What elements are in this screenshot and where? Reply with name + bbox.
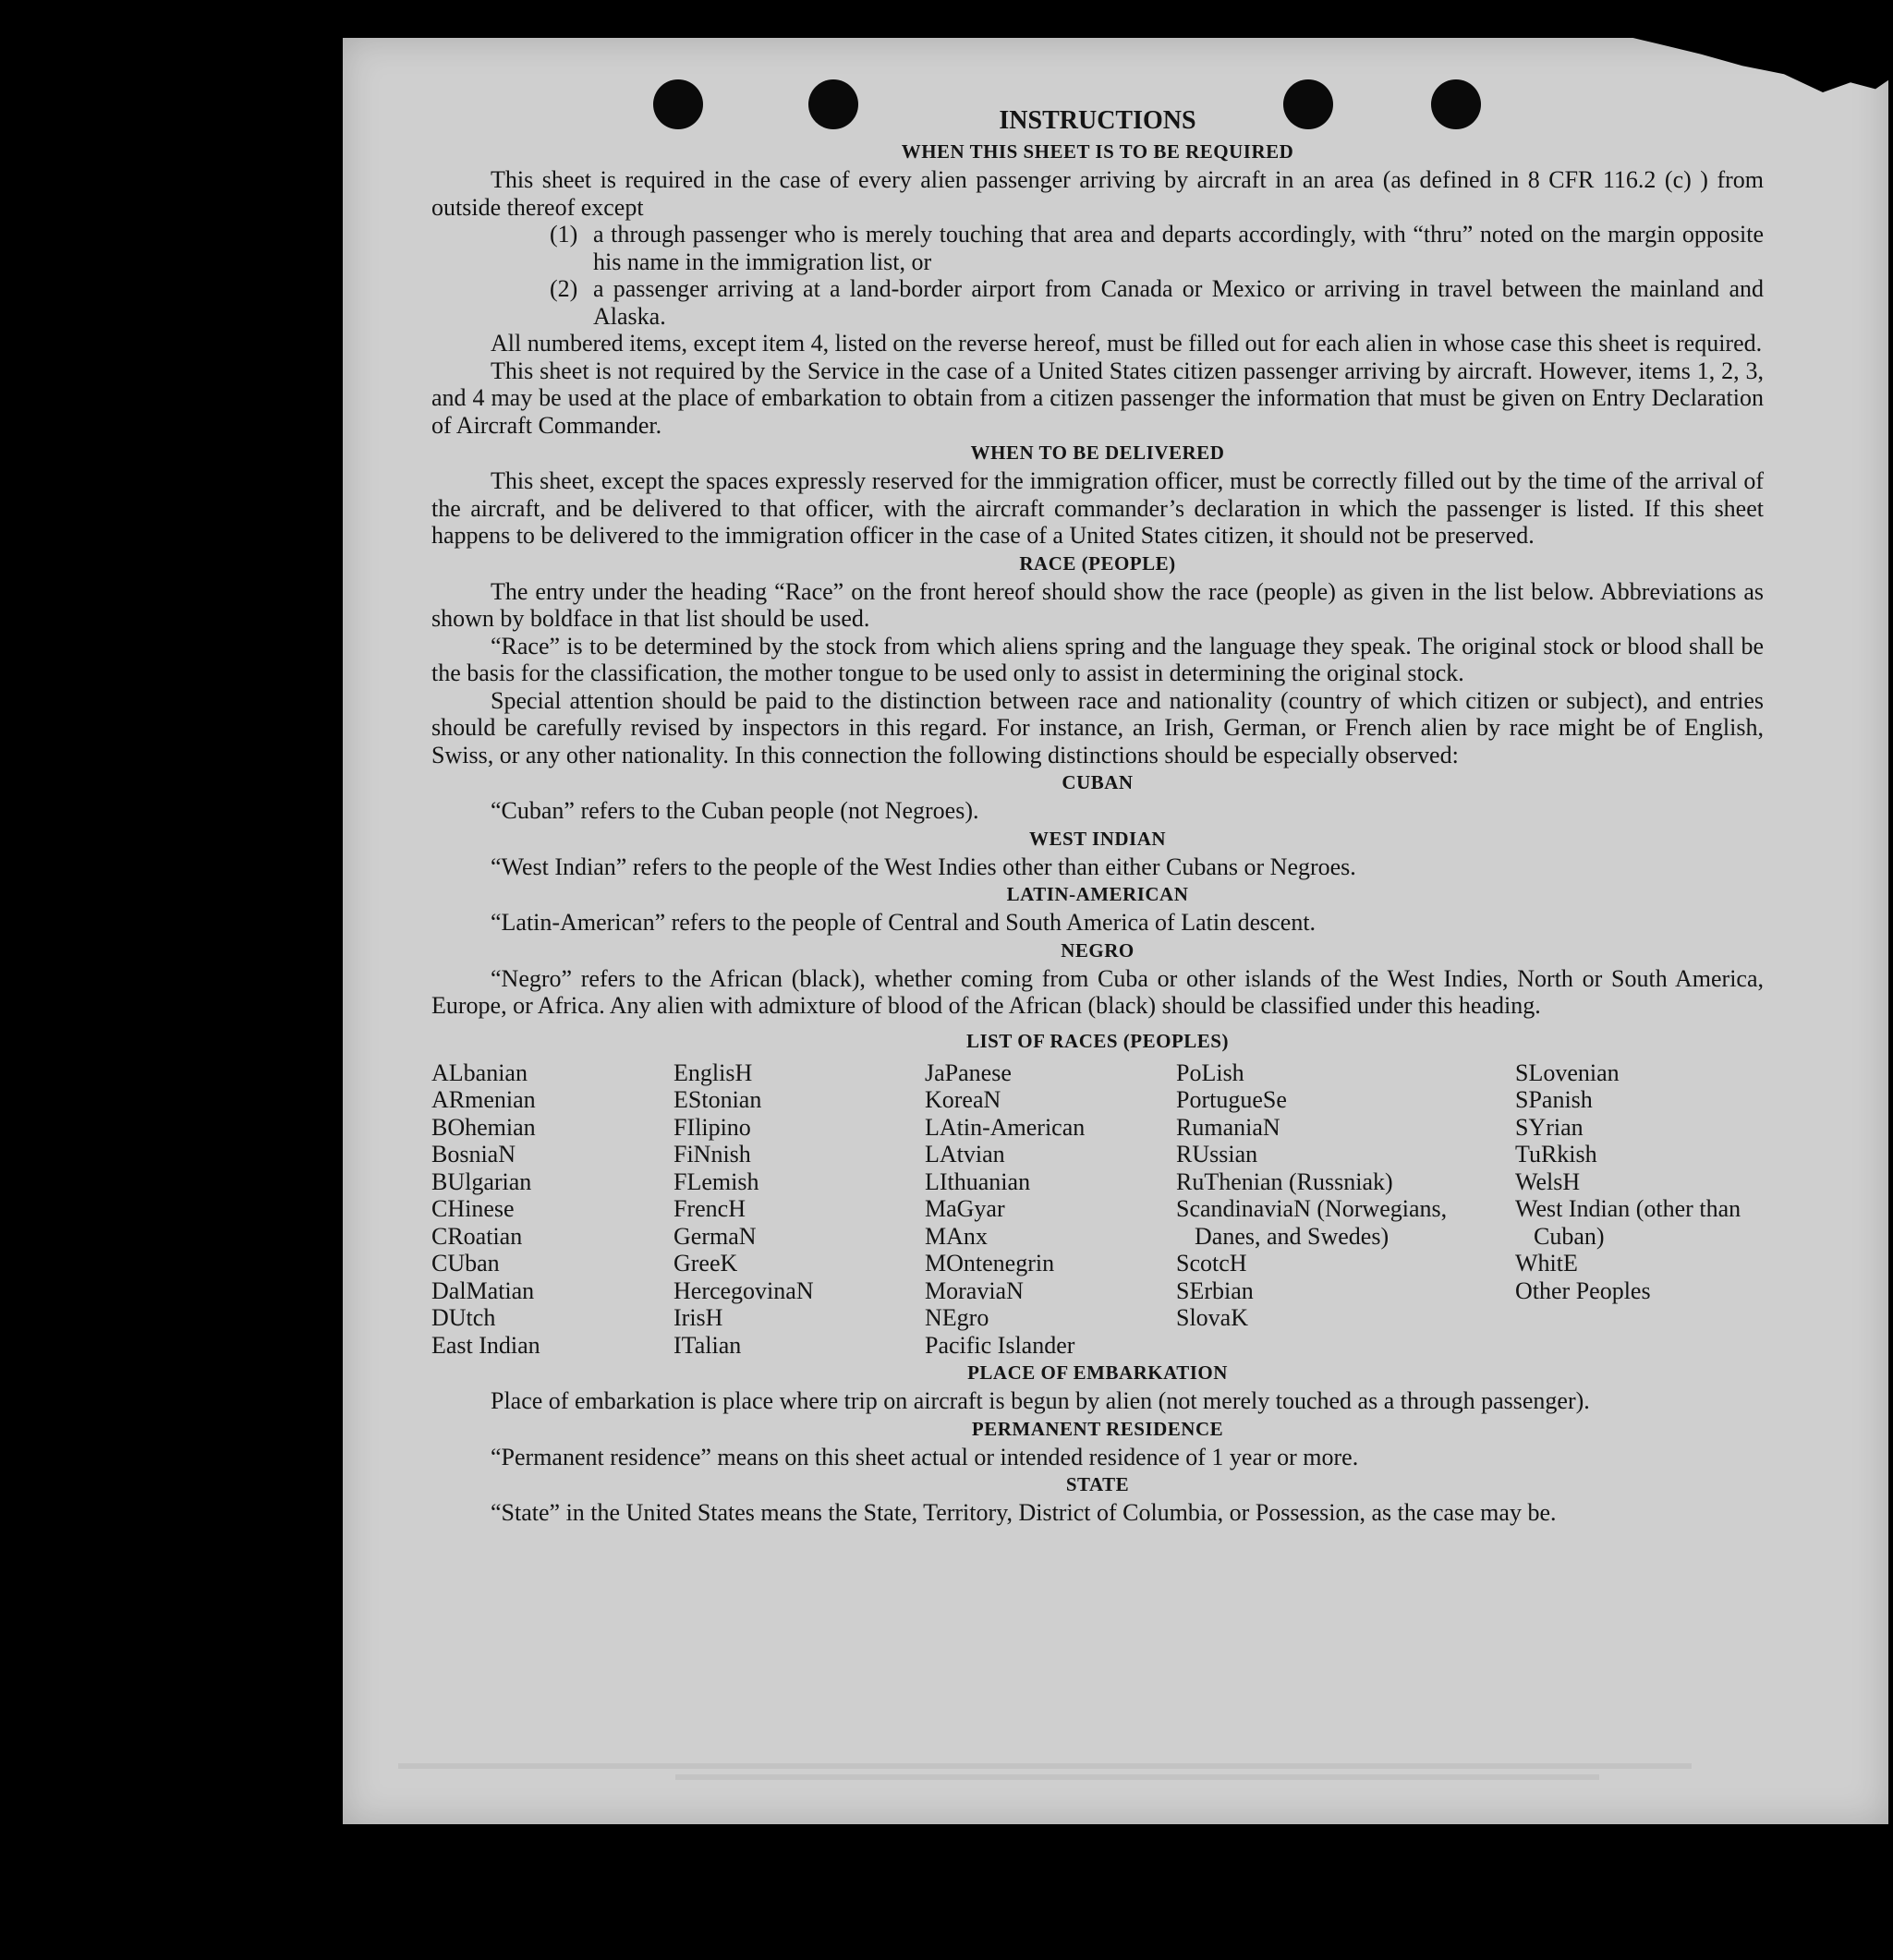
paragraph: “Negro” refers to the African (black), whether coming from Cuba or other islands of the West Indies, North or South America, Europe, or Africa. Any alien with admixture of blood of the African (black) should be classified under this heading. [431, 964, 1764, 1019]
race-entry: TuRkish [1515, 1141, 1597, 1168]
paragraph: “Latin-American” refers to the people of Central and South America of Latin descent. [491, 909, 1317, 936]
paragraph: “West Indian” refers to the people of the West Indies other than either Cubans or Negroes. [491, 853, 1356, 880]
race-entry: BOhemian [431, 1113, 536, 1141]
section-heading: STATE [1065, 1473, 1130, 1495]
race-entry: SlovaK [1176, 1304, 1248, 1331]
paragraph: This sheet is not required by the Service in the case of a United States citizen passenger arriving by aircraft. However, items 1, 2, 3, and 4 may be used at the place of embarkation to obtain from a citizen passenger the information that must be given on Entry Declaration of Aircraft Commander. [431, 357, 1764, 439]
races-column [431, 1059, 673, 1360]
race-entry: ScandinaviaN (Norwegians, Danes, and Swedes) [1176, 1195, 1448, 1250]
race-entry: LAtvian [925, 1141, 1005, 1168]
section-heading: WHEN TO BE DELIVERED [970, 442, 1225, 464]
race-entry: GermaN [673, 1222, 757, 1250]
race-entry: KoreaN [925, 1086, 1001, 1113]
race-entry: SPanish [1515, 1086, 1593, 1113]
paragraph: Place of embarkation is place where trip on aircraft is begun by alien (not merely touched as a through passenger). [491, 1387, 1590, 1414]
race-entry: West Indian (other than Cuban) [1515, 1195, 1741, 1250]
race-entry: SYrian [1515, 1113, 1584, 1141]
race-entry: RumaniaN [1176, 1113, 1280, 1141]
race-entry: ALbanian [431, 1059, 528, 1086]
race-entry: GreeK [673, 1250, 738, 1276]
race-entry: EnglisH [673, 1059, 753, 1086]
race-entry: PortugueSe [1176, 1086, 1287, 1113]
paragraph: This sheet is required in the case of every alien passenger arriving by aircraft in an area (as defined in 8 CFR 116.2 (c) ) from outside thereof except [431, 166, 1764, 221]
race-entry: EStonian [673, 1086, 762, 1113]
bleed-through-text [398, 1763, 1692, 1769]
race-entry: JaPanese [925, 1059, 1012, 1086]
page-title: INSTRUCTIONS [999, 106, 1196, 135]
item-number: (2) [550, 275, 578, 302]
race-entry: MaGyar [925, 1195, 1005, 1222]
race-entry: WelsH [1515, 1168, 1581, 1195]
paragraph: “Cuban” refers to the Cuban people (not Negroes). [491, 797, 979, 824]
race-entry: RuThenian (Russniak) [1176, 1168, 1393, 1195]
races-column [1176, 1059, 1515, 1360]
race-entry: FIlipino [673, 1113, 751, 1141]
race-entry: BosniaN [431, 1141, 516, 1168]
section-heading: NEGRO [1061, 938, 1135, 962]
race-entry: MOntenegrin [925, 1250, 1055, 1276]
race-entry: PoLish [1176, 1059, 1244, 1086]
paragraph: “State” in the United States means the State, Territory, District of Columbia, or Possession, as the case may be. [491, 1499, 1557, 1526]
race-entry: RUssian [1176, 1141, 1258, 1168]
race-entry: MoraviaN [925, 1276, 1024, 1304]
races-list [431, 1059, 1764, 1360]
race-entry: CUban [431, 1250, 500, 1276]
race-entry: CHinese [431, 1195, 515, 1222]
paragraph: Special attention should be paid to the distinction between race and nationality (country of which citizen or subject), and entries should be carefully revised by inspectors in this regard. For instance, an Irish, German, or French alien by race might be of English, Swiss, or any other nationality. In this connection the following distinctions should be especially observed: [431, 686, 1764, 768]
list-item [431, 275, 1764, 330]
race-entry: SLovenian [1515, 1059, 1620, 1086]
race-entry: Other Peoples [1515, 1276, 1651, 1304]
list-item [431, 221, 1764, 275]
race-entry: ITalian [673, 1331, 742, 1359]
paragraph: “Race” is to be determined by the stock from which aliens spring and the language they speak. The original stock or blood shall be the basis for the classification, the mother tongue to be used only to assist in determining the original stock. [431, 632, 1764, 686]
section-heading: RACE (PEOPLE) [1019, 551, 1176, 575]
section-heading: PLACE OF EMBARKATION [967, 1361, 1228, 1384]
race-entry: East Indian [431, 1331, 540, 1359]
item-text: a through passenger who is merely touching that area and departs accordingly, with “thru” noted on the margin opposite his name in the immigration list, or [593, 221, 1764, 275]
race-entry: BUlgarian [431, 1168, 532, 1195]
section-heading: LATIN-AMERICAN [1006, 883, 1189, 905]
document-sheet [343, 38, 1888, 1824]
race-entry: FrencH [673, 1195, 746, 1222]
bleed-through-text [675, 1774, 1599, 1780]
section-heading: WHEN THIS SHEET IS TO BE REQUIRED [901, 140, 1294, 163]
section-heading: CUBAN [1062, 771, 1134, 793]
race-entry: Pacific Islander [925, 1331, 1075, 1359]
paragraph: The entry under the heading “Race” on the front hereof should show the race (people) as given in the list below. Abbreviations as shown by boldface in that list should be used. [431, 577, 1764, 632]
race-entry: LAtin-American [925, 1113, 1086, 1141]
section-heading: PERMANENT RESIDENCE [971, 1417, 1224, 1440]
race-entry: MAnx [925, 1222, 988, 1250]
race-entry: LIthuanian [925, 1168, 1031, 1195]
race-entry: IrisH [673, 1304, 723, 1331]
race-entry: CRoatian [431, 1222, 523, 1250]
race-entry: ARmenian [431, 1086, 536, 1113]
races-column [1515, 1059, 1764, 1360]
section-heading: WEST INDIAN [1028, 827, 1167, 850]
item-number: (1) [550, 221, 578, 248]
race-entry: SErbian [1176, 1276, 1254, 1304]
race-entry: DalMatian [431, 1276, 535, 1304]
race-entry: WhitE [1515, 1250, 1578, 1276]
races-column [673, 1059, 925, 1360]
paragraph: All numbered items, except item 4, listed on the reverse hereof, must be filled out for each alien in whose case this sheet is required. [491, 330, 1763, 357]
instructions-content [431, 104, 1764, 1527]
race-entry: FLemish [673, 1168, 759, 1195]
item-text: a passenger arriving at a land-border airport from Canada or Mexico or arriving in travel between the mainland and Alaska. [593, 275, 1764, 330]
race-entry: NEgro [925, 1304, 989, 1331]
race-entry: FiNnish [673, 1141, 751, 1168]
race-entry: DUtch [431, 1304, 496, 1331]
paragraph: This sheet, except the spaces expressly reserved for the immigration officer, must be correctly filled out by the time of the arrival of the aircraft, and be delivered to that officer, with the aircraft commander’s declaration in which the passenger is listed. If this sheet happens to be delivered to the immigration officer in the case of a United States citizen, it should not be preserved. [431, 467, 1764, 549]
paragraph: “Permanent residence” means on this sheet actual or intended residence of 1 year or more. [491, 1443, 1359, 1470]
section-heading: LIST OF RACES (PEOPLES) [966, 1029, 1229, 1052]
race-entry: ScotcH [1176, 1250, 1247, 1276]
race-entry: HercegovinaN [673, 1276, 814, 1304]
races-column [925, 1059, 1176, 1360]
